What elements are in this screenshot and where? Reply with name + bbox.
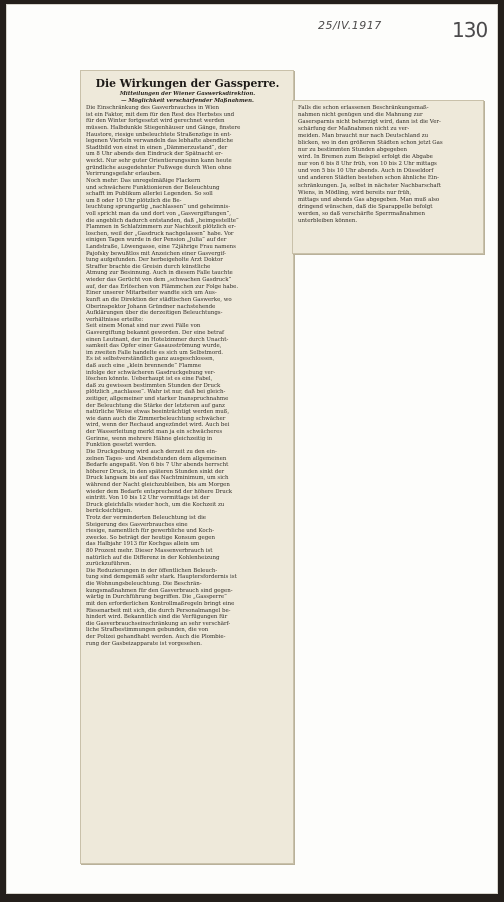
text-line: einigen Tagen wurde in der Pension „Julia“ auf der — [86, 237, 227, 244]
text-line: liche Strafbestimmungen gebunden, die von — [86, 627, 209, 634]
subheading-line: — Möglichkeit verschärfender Maßnahmen. — [121, 97, 254, 104]
text-line: Funktion gesetzt werden. — [86, 442, 157, 449]
text-line: wieder das Gerücht von dem „schwachen Gasdruck“ — [86, 277, 232, 284]
text-line: müssen. Halbdunkle Stiegenhäuser und Gänge, finstere — [86, 125, 241, 132]
text-line: eintritt. Von 10 bis 12 Uhr vormittags ist der — [86, 495, 210, 502]
text-line: um 8 Uhr abends den Eindruck der Spätnacht er- — [86, 151, 223, 158]
text-line: Noch mehr: Das unregelmäßige Flackern — [86, 177, 201, 184]
text-line: tung aufgefunden. Der herbeigeholte Arzt Doktor — [86, 257, 223, 264]
article-headline: Die Wirkungen der Gassperre. — [95, 77, 280, 90]
text-line: hindert wird. Bekanntlich sind die Verfügungen für — [86, 614, 228, 621]
subheading-line: Mitteilungen der Wiener Gaswerksdirektion. — [119, 91, 256, 97]
text-line: für den Winter fortgesetzt wird gerechnet werden — [86, 118, 225, 125]
article-subheading — [86, 91, 289, 104]
text-line: mit den erforderlichen Kontrollmaßregeln bringt eine — [86, 600, 235, 607]
text-line: 80 Prozent mehr. Dieser Massenverbrauch ist — [86, 548, 213, 555]
text-line: blicken, wo in den größeren Städten schon jetzt Gas — [298, 140, 443, 147]
text-line: Stadtbild von einst in einen „Dämmerzustand“, der — [86, 144, 228, 151]
text-line: Trotz der verminderten Beleuchtung ist die — [86, 515, 207, 521]
text-line: und anderen Städten bestehen schon ähnliche Ein- — [298, 175, 439, 182]
text-line: voll spricht man da und dort von „Gasvergiftungen“, — [86, 210, 231, 217]
text-line: daß auch eine „klein brennende“ Flamme — [86, 362, 202, 369]
text-line: ist ein Faktor, mit dem für den Rest des Herbstes und — [86, 111, 235, 118]
text-line: werden, so daß verschärfte Sperrmaßnahmen — [298, 210, 425, 217]
text-line: zwecke. So beträgt der heutige Konsum gegen — [86, 534, 215, 541]
text-line: mittags und abends Gas abgegeben. Man muß also — [298, 196, 440, 203]
text-line: gründliche ausgedehnter Fußwege durch Wien ohne — [86, 164, 232, 171]
text-line: Pajofsky bewußtlos mit Anzeichen einer Gasvergif- — [86, 250, 226, 257]
text-line: auf, der das Erlöschen von Flämmchen zur Folge habe. — [86, 283, 239, 290]
text-line: die Wohnungsbeleuchtung. Die Beschrän- — [86, 581, 202, 588]
text-line: kungsmaßnahmen für den Gasverbrauch sind gegen- — [86, 587, 233, 594]
text-line: infolge der schwächeren Gasdruckgebung ver- — [86, 369, 216, 376]
text-line: im zweiten Falle handelte es sich um Selbstmord. — [86, 349, 223, 356]
text-line: daß zu gewissen bestimmten Stunden der Druck — [86, 382, 221, 389]
text-line: Druck langsam bis auf das Nachtminimum, um sich — [86, 475, 229, 482]
text-line: schärfung der Maßnahmen nicht zu ver- — [298, 126, 410, 133]
text-line: Haustore, riesige unbeleuchtete Straßenzüge in ent- — [86, 131, 232, 138]
text-line: Steigerung des Gasverbrauches eine — [86, 521, 188, 528]
text-line: zelnen Tages- und Abendstunden dem allgemeinen — [86, 455, 227, 462]
text-line: Es ist selbstverständlich ganz ausgeschlossen, — [86, 356, 215, 363]
text-line: einen Leutnant, der im Hotelzimmer durch Unacht- — [86, 336, 229, 343]
text-line: Wiens, in Mödling, wird bereits nur früh, — [298, 189, 412, 196]
text-line: Gasersparnis nicht beherzigt wird, dann ist die Ver- — [298, 119, 441, 126]
text-line: und von 5 bis 10 Uhr abends. Auch in Düsseldorf — [298, 168, 434, 175]
text-line: Die Reduzierungen in der öffentlichen Beleuch- — [86, 567, 218, 574]
text-line: nur von 6 bis 8 Uhr früh, von 10 bis 2 Uhr mittags — [298, 161, 437, 168]
text-line: Gasvergiftung bekannt geworden. Der eine betraf — [86, 329, 224, 336]
text-line: dringend wünschen, daß die Sparappelle befolgt — [298, 203, 433, 210]
article-right-column — [298, 105, 479, 225]
text-line: leuchtung sprungartig „nachlassen“ und geheimnis- — [86, 204, 231, 211]
text-line: Flammen in Schlafzimmern zur Nachtzeit plötzlich er- — [86, 224, 236, 231]
text-line: wird. In Bremen zum Beispiel erfolgt die Abgabe — [298, 154, 433, 161]
text-line: Landstraße, Löwengasse, eine 72jährige Frau namens — [86, 244, 236, 251]
newspaper-clipping-continuation — [292, 100, 484, 254]
text-line: schafft im Publikum allerlei Legenden. So soll — [86, 191, 213, 198]
text-line: das Halbjahr 1913 für Kochgas allein um — [86, 541, 200, 548]
text-line: riesige, namentlich für gewerbliche und Koch- — [86, 528, 215, 535]
archive-sheet — [6, 4, 498, 894]
text-line: und schwächere Funktionieren der Beleuchtung — [86, 184, 220, 191]
text-line: unterbleiben können. — [298, 217, 358, 224]
handwritten-date: 25/IV.1917 — [318, 19, 382, 32]
text-line: nahmen nicht genügen und die Mahnung zur — [298, 112, 423, 119]
text-line: Straffer brachte die Greisin durch künstliche — [86, 263, 211, 270]
text-line: zurückzuführen. — [86, 561, 132, 568]
text-line: Aufklärungen über die derzeitigen Beleuchtungs- — [86, 310, 223, 317]
text-line: natürlich auf die Differenz in der Kohlenheizung — [86, 554, 220, 561]
text-line: wieder dem Bedarfe entsprechend der höhere Druck — [86, 488, 233, 495]
text-line: plötzlich „nachlasse“. Wahr ist nur, daß bei gleich- — [86, 389, 226, 396]
text-line: samkeit das Opfer einer Gasausströmung wurde, — [86, 343, 222, 350]
article-left-column — [86, 105, 289, 647]
text-line: der Beleuchtung die Stärke der letzteren auf ganz — [86, 402, 225, 409]
text-line: legenen Vierteln verwandeln das lebhafte abendliche — [86, 138, 234, 145]
text-line: Die Druckgebung wird auch derzeit zu den ein- — [86, 448, 217, 455]
text-line: die angeblich dadurch entstanden, daß „heimgestellte“ — [86, 217, 239, 224]
newspaper-clipping-main — [80, 70, 294, 864]
text-line: kunft an die Direktion der städtischen Gaswerke, wo — [86, 296, 232, 303]
text-line: loschen, weil der „Gasdruck nachgelassen“ habe. Vor — [86, 230, 234, 237]
text-line: Bedarfe angepaßt. Von 6 bis 7 Uhr abends herrscht — [86, 462, 229, 469]
text-line: Falls die schon erlassenen Beschränkungsmaß- — [298, 105, 429, 111]
text-line: Die Einschränkung des Gasverbrauches in Wien — [86, 105, 219, 112]
text-line: rung der Gasbeizapparate ist vorgesehen. — [86, 640, 202, 647]
text-line: Gerinne, wenn mehrere Hähne gleichzeitig in — [86, 435, 213, 442]
text-line: die Gasverbrauchseinschränkung an sehr verschärf- — [86, 620, 231, 627]
text-line: verhältnisse erteilte: — [86, 316, 144, 323]
text-line: Seit einem Monat sind nur zwei Fälle von — [86, 323, 201, 330]
text-line: löschen könnte. Ueberhaupt ist es eine Fabel, — [86, 376, 213, 383]
text-line: um 8 oder 10 Uhr plötzlich die Be- — [86, 197, 182, 204]
text-line: der Wasserleitung merkt man ja ein schwächeres — [86, 429, 223, 436]
text-line: zeitiger, allgemeiner und starker Inanspruchnahme — [86, 396, 229, 403]
text-line: höherer Druck, in den späteren Stunden sinkt der — [86, 468, 225, 475]
text-line: Einer unserer Mitarbeiter wandte sich um Aus- — [86, 290, 217, 297]
text-line: Druck gleichfalls wieder hoch, um die Kochzeit zu — [86, 501, 225, 508]
text-line: meiden. Man braucht nur nach Deutschland zu — [298, 133, 429, 140]
text-line: Verirrungsgefahr erlauben. — [86, 171, 162, 178]
text-line: Riesenarbeit mit sich, die durch Personalmangel be- — [86, 607, 231, 614]
text-line: Atmung zur Besinnung. Auch in diesem Falle tauchte — [86, 270, 233, 277]
text-line: wird, wenn der Rechaud angezündet wird. Auch bei — [86, 422, 230, 429]
text-line: wärtig in Durchführung begriffen. Die „Gassperre“ — [86, 594, 227, 601]
text-line: während der Nacht gleichzubleiben, bis am Morgen — [86, 481, 230, 488]
text-line: Oberinspektor Johann Gründner nachstehende — [86, 303, 216, 310]
text-line: weckt. Nur sehr guter Orientierungssinn kann heute — [86, 158, 232, 165]
text-line: tung sind demgemäß sehr stark. Hauptersfordernis ist — [86, 574, 237, 581]
text-line: natürliche Weise etwas beeinträchtigt werden muß, — [86, 409, 230, 416]
text-line: berücksichtigen. — [86, 508, 133, 515]
page-number: 130 — [452, 18, 488, 42]
text-line: wie dann auch die Zimmerbeleuchtung schwächer — [86, 415, 226, 422]
text-line: der Polizei gehandhabt werden. Auch die Plombie- — [86, 633, 226, 640]
text-line: schränkungen. Ja, selbst in nächster Nachbarschaft — [298, 182, 441, 189]
text-line: nur zu bestimmten Stunden abgegeben — [298, 147, 407, 154]
